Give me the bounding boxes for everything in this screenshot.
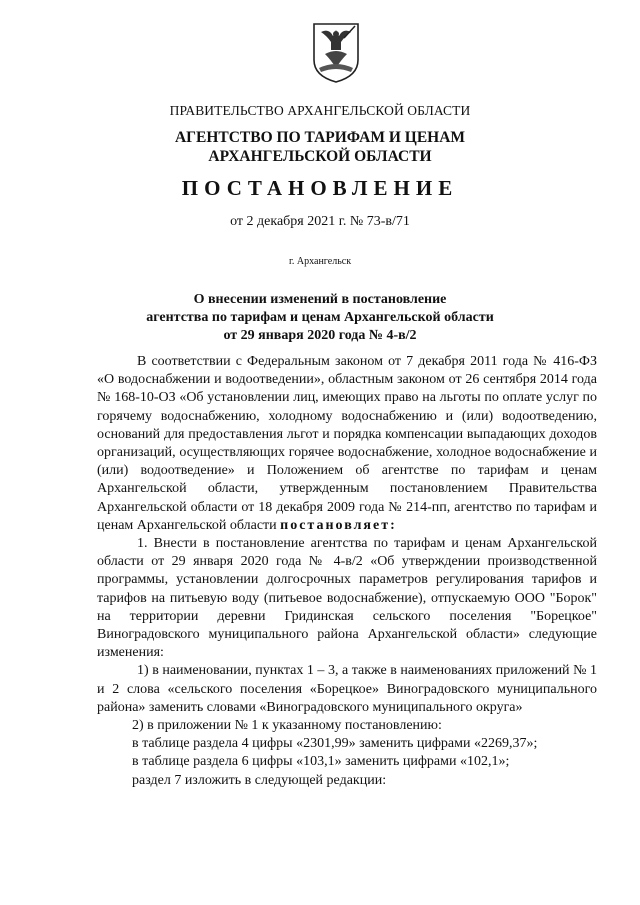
city: г. Архангельск xyxy=(288,256,352,267)
subitem-2: 2) в приложении № 1 к указанному постановлению: xyxy=(132,718,442,734)
document-body xyxy=(97,353,597,790)
resolves-keyword: постановляет: xyxy=(280,517,397,533)
document-title xyxy=(0,291,640,345)
item-1: 1. Внести в постановление агентства по тарифам и ценам Архангельской области от 29 января 2020 года № 4-в/2 «Об утверждении производственной программы, установлении долгосрочных параметров регулирования тарифов и тарифов на питьевую воду (питьевое водоснабжение), отпускаемую ООО "Борок" на территории деревни Гридинская сельского поселения "Борецкое" Виноградовского муниципального района Архангельской области» следующие изменения: xyxy=(97,536,597,661)
government-name: ПРАВИТЕЛЬСТВО АРХАНГЕЛЬСКОЙ ОБЛАСТИ xyxy=(169,103,471,118)
preamble-text: В соответствии с Федеральным законом от 7 декабря 2011 года № 416-ФЗ «О водоснабжении и водоотведении», областным законом от 26 сентября 2014 года № 168-10-ОЗ «Об установлении лиц, имеющих право на льготы по оплате услуг по горячему водоснабжению, холодному водоснабжению и (или) водоотведению, оснований для предоставления льгот и порядка компенсации выпадающих доходов организаций, осуществляющих горячее водоснабжение, холодное водоснабжение и (или) водоотведение» и Положением об агентстве по тарифам и ценам Архангельской области, утвержденным постановлением Правительства Архангельской области от 18 декабря 2009 года № 214-пп, агентство по тарифам и ценам Архангельской области xyxy=(97,354,597,533)
subitem-2c: раздел 7 изложить в следующей редакции: xyxy=(132,772,387,788)
preamble-paragraph xyxy=(97,353,597,535)
subitem-2a: в таблице раздела 4 цифры «2301,99» заменить цифрами «2269,37»; xyxy=(132,736,538,752)
agency-line-1: АГЕНТСТВО ПО ТАРИФАМ И ЦЕНАМ xyxy=(174,129,466,146)
title-line-3: от 29 января 2020 года № 4-в/2 xyxy=(223,328,417,343)
subitem-1: 1) в наименовании, пунктах 1 – 3, а также в наименованиях приложений № 1 и 2 слова «сельского поселения «Борецкое» Виноградовского муниципального района» заменить словами «Виноградовского муниципального округа» xyxy=(97,663,597,715)
agency-name xyxy=(0,128,640,166)
agency-line-2: АРХАНГЕЛЬСКОЙ ОБЛАСТИ xyxy=(208,148,432,165)
subitem-2b: в таблице раздела 6 цифры «103,1» заменить цифрами «102,1»; xyxy=(132,754,510,770)
document-type: ПОСТАНОВЛЕНИЕ xyxy=(181,176,459,200)
date-and-number: от 2 декабря 2021 г. № 73-в/71 xyxy=(230,214,410,229)
title-line-2: агентства по тарифам и ценам Архангельской области xyxy=(146,310,494,325)
title-line-1: О внесении изменений в постановление xyxy=(193,292,447,307)
coat-of-arms-icon xyxy=(311,20,361,84)
